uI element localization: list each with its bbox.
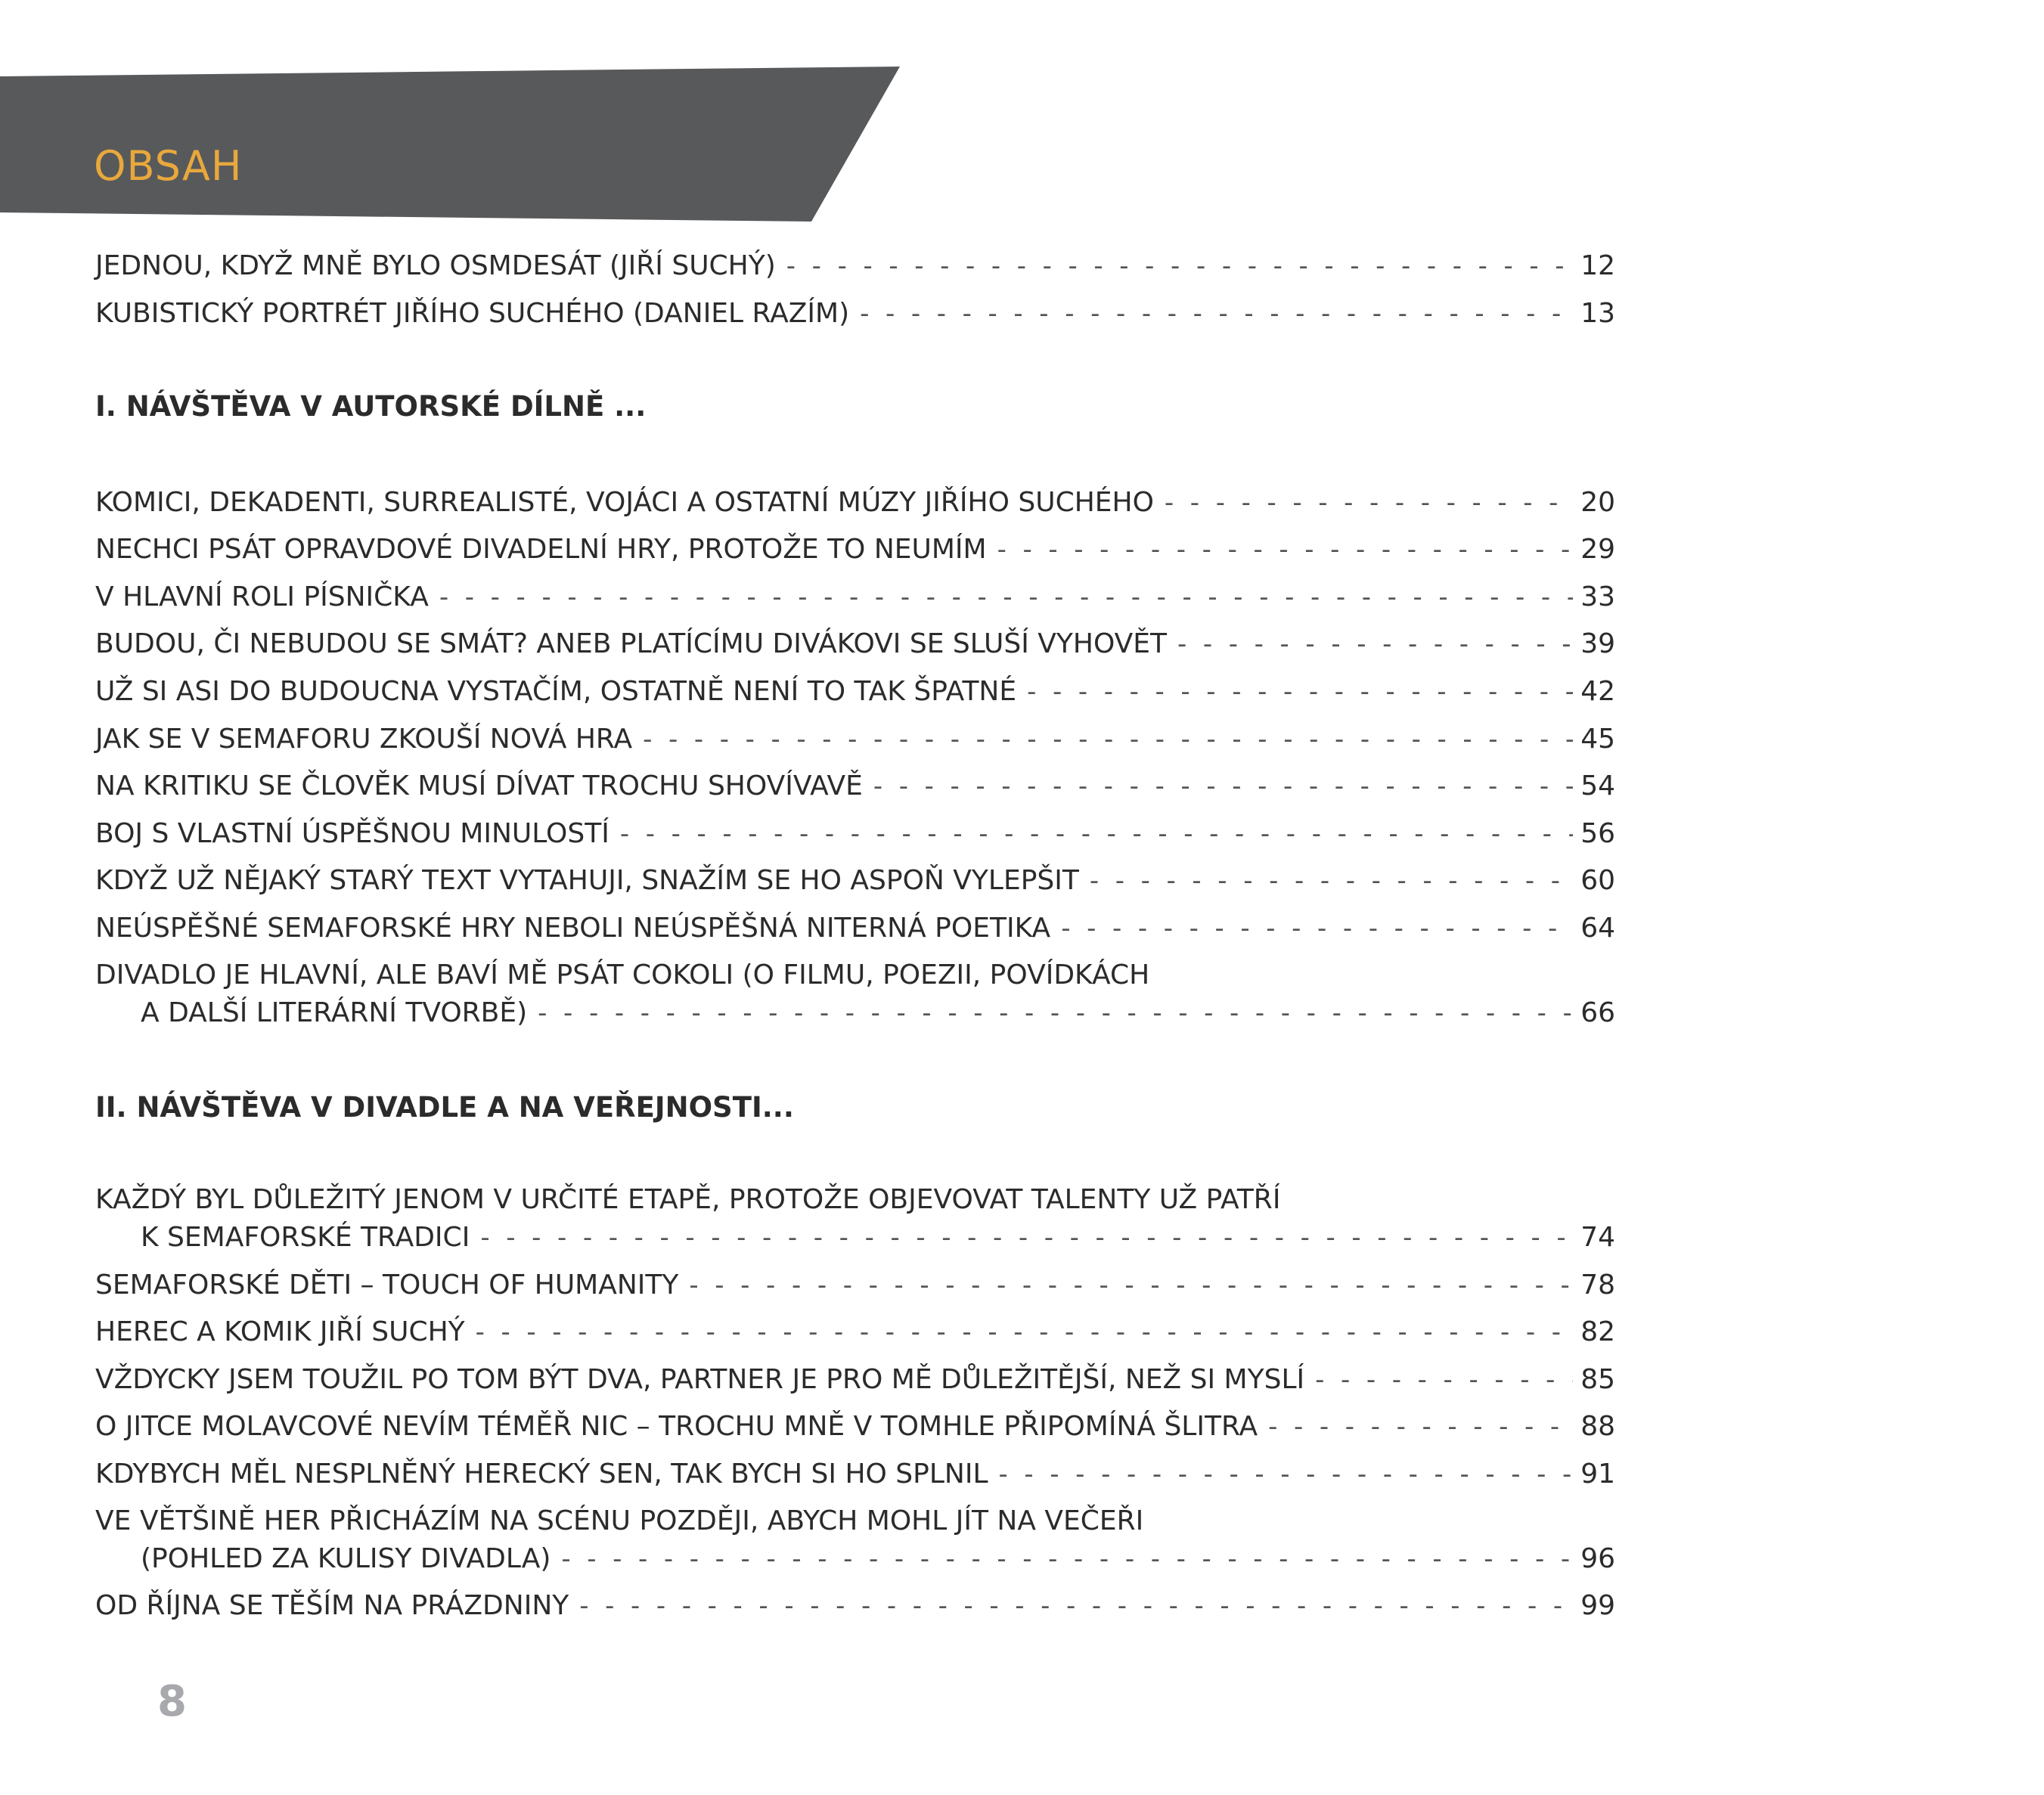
entry-title: NECHCI PSÁT OPRAVDOVÉ DIVADELNÍ HRY, PROTOŽE TO NEUMÍM xyxy=(95,534,987,565)
toc-entry[interactable] xyxy=(95,721,1615,758)
entry-title: JEDNOU, KDYŽ MNĚ BYLO OSMDESÁT (JIŘÍ SUCHÝ) xyxy=(95,250,776,281)
toc-entry[interactable] xyxy=(95,1502,1615,1578)
dot-leader xyxy=(1016,673,1573,711)
dot-leader xyxy=(776,247,1573,285)
dot-leader xyxy=(632,721,1573,758)
toc-entry[interactable] xyxy=(95,1361,1615,1399)
entry-page: 29 xyxy=(1580,534,1615,565)
toc-entry[interactable] xyxy=(95,673,1615,711)
toc-entry[interactable] xyxy=(95,531,1615,569)
toc-entry[interactable] xyxy=(95,578,1615,616)
entry-page: 45 xyxy=(1580,724,1615,755)
dot-leader xyxy=(527,994,1573,1032)
dot-leader xyxy=(569,1587,1573,1625)
toc-entry[interactable] xyxy=(95,247,1615,285)
entry-title: KDYBYCH MĚL NESPLNĚNÝ HERECKÝ SEN, TAK BYCH SI HO SPLNIL xyxy=(95,1459,988,1490)
dot-leader xyxy=(1258,1408,1573,1446)
entry-title: NA KRITIKU SE ČLOVĚK MUSÍ DÍVAT TROCHU SHOVÍVAVĚ xyxy=(95,770,863,801)
dot-leader xyxy=(849,295,1573,333)
entry-title: V HLAVNÍ ROLI PÍSNIČKA xyxy=(95,581,429,612)
entry-page: 91 xyxy=(1580,1459,1615,1490)
toc-title: OBSAH xyxy=(94,142,243,190)
entry-title: VE VĚTŠINĚ HER PŘICHÁZÍM NA SCÉNU POZDĚJI, ABYCH MOHL JÍT NA VEČEŘI xyxy=(95,1505,1144,1536)
toc-entry[interactable] xyxy=(95,910,1615,947)
entry-title-continuation: (POHLED ZA KULISY DIVADLA) xyxy=(141,1543,551,1574)
entry-page: 66 xyxy=(1580,997,1615,1028)
entry-title: JAK SE V SEMAFORU ZKOUŠÍ NOVÁ HRA xyxy=(95,724,633,755)
entry-title: DIVADLO JE HLAVNÍ, ALE BAVÍ MĚ PSÁT COKOLI (O FILMU, POEZII, POVÍDKÁCH xyxy=(95,960,1150,991)
page-number: 8 xyxy=(157,1677,187,1726)
entry-title: BOJ S VLASTNÍ ÚSPĚŠNOU MINULOSTÍ xyxy=(95,818,609,849)
entry-title: NEÚSPĚŠNÉ SEMAFORSKÉ HRY NEBOLI NEÚSPĚŠNÁ NITERNÁ POETIKA xyxy=(95,913,1051,944)
entry-page: 42 xyxy=(1580,676,1615,707)
entry-page: 20 xyxy=(1580,487,1615,518)
dot-leader xyxy=(429,578,1573,616)
entry-title-continuation: K SEMAFORSKÉ TRADICI xyxy=(141,1222,470,1253)
entry-page: 78 xyxy=(1580,1270,1615,1301)
toc-entry[interactable] xyxy=(95,815,1615,853)
toc-entry[interactable] xyxy=(95,295,1615,333)
entry-page: 74 xyxy=(1580,1222,1615,1253)
entry-title: UŽ SI ASI DO BUDOUCNA VYSTAČÍM, OSTATNĚ NENÍ TO TAK ŠPATNÉ xyxy=(95,676,1017,707)
dot-leader xyxy=(609,815,1573,853)
dot-leader xyxy=(1167,625,1573,663)
entry-page: 60 xyxy=(1580,865,1615,896)
entry-page: 64 xyxy=(1580,913,1615,944)
entry-title: HEREC A KOMIK JIŘÍ SUCHÝ xyxy=(95,1316,465,1347)
toc-entry[interactable] xyxy=(95,1181,1615,1257)
entry-page: 96 xyxy=(1580,1543,1615,1574)
toc-entry[interactable] xyxy=(95,1587,1615,1625)
dot-leader xyxy=(863,767,1573,805)
section-heading: I. NÁVŠTĚVA V AUTORSKÉ DÍLNĚ ... xyxy=(95,390,647,423)
entry-title: OD ŘÍJNA SE TĚŠÍM NA PRÁZDNINY xyxy=(95,1590,569,1621)
entry-title: KDYŽ UŽ NĚJAKÝ STARÝ TEXT VYTAHUJI, SNAŽÍM SE HO ASPOŇ VYLEPŠIT xyxy=(95,865,1079,896)
dot-leader xyxy=(551,1540,1573,1578)
dot-leader xyxy=(988,1456,1573,1493)
toc-entry[interactable] xyxy=(95,767,1615,805)
dot-leader xyxy=(1304,1361,1573,1399)
entry-page: 56 xyxy=(1580,818,1615,849)
entry-page: 99 xyxy=(1580,1590,1615,1621)
dot-leader xyxy=(1050,910,1573,947)
entry-title: BUDOU, ČI NEBUDOU SE SMÁT? ANEB PLATÍCÍMU DIVÁKOVI SE SLUŠÍ VYHOVĚT xyxy=(95,628,1168,659)
dot-leader xyxy=(1079,862,1573,900)
toc-entry[interactable] xyxy=(95,1266,1615,1304)
dot-leader xyxy=(1154,484,1573,522)
toc-entry[interactable] xyxy=(95,484,1615,522)
entry-page: 39 xyxy=(1580,628,1615,659)
toc-entry[interactable] xyxy=(95,1408,1615,1446)
entry-page: 82 xyxy=(1580,1316,1615,1347)
entry-page: 12 xyxy=(1580,250,1615,281)
entry-page: 54 xyxy=(1580,770,1615,801)
entry-title: KAŽDÝ BYL DŮLEŽITÝ JENOM V URČITÉ ETAPĚ, PROTOŽE OBJEVOVAT TALENTY UŽ PATŘÍ xyxy=(95,1184,1281,1215)
toc-entry[interactable] xyxy=(95,956,1615,1032)
toc-entry[interactable] xyxy=(95,625,1615,663)
entry-title: KOMICI, DEKADENTI, SURREALISTÉ, VOJÁCI A OSTATNÍ MÚZY JIŘÍHO SUCHÉHO xyxy=(95,487,1154,518)
toc-entry[interactable] xyxy=(95,862,1615,900)
entry-title: O JITCE MOLAVCOVÉ NEVÍM TÉMĚŘ NIC – TROCHU MNĚ V TOMHLE PŘIPOMÍNÁ ŠLITRA xyxy=(95,1411,1258,1442)
dot-leader xyxy=(987,531,1573,569)
entry-page: 88 xyxy=(1580,1411,1615,1442)
toc-entry[interactable] xyxy=(95,1456,1615,1493)
dot-leader xyxy=(678,1266,1573,1304)
entry-title-continuation: A DALŠÍ LITERÁRNÍ TVORBĚ) xyxy=(141,997,528,1028)
dot-leader xyxy=(465,1313,1573,1351)
entry-page: 33 xyxy=(1580,581,1615,612)
dot-leader xyxy=(470,1219,1573,1257)
entry-page: 85 xyxy=(1580,1364,1615,1395)
entry-title: VŽDYCKY JSEM TOUŽIL PO TOM BÝT DVA, PARTNER JE PRO MĚ DŮLEŽITĚJŠÍ, NEŽ SI MYSLÍ xyxy=(95,1364,1305,1395)
entry-title: SEMAFORSKÉ DĚTI – TOUCH OF HUMANITY xyxy=(95,1270,679,1301)
entry-page: 13 xyxy=(1580,298,1615,329)
entry-title: KUBISTICKÝ PORTRÉT JIŘÍHO SUCHÉHO (DANIEL RAZÍM) xyxy=(95,298,850,329)
section-heading: II. NÁVŠTĚVA V DIVADLE A NA VEŘEJNOSTI... xyxy=(95,1091,794,1124)
toc-entry[interactable] xyxy=(95,1313,1615,1351)
